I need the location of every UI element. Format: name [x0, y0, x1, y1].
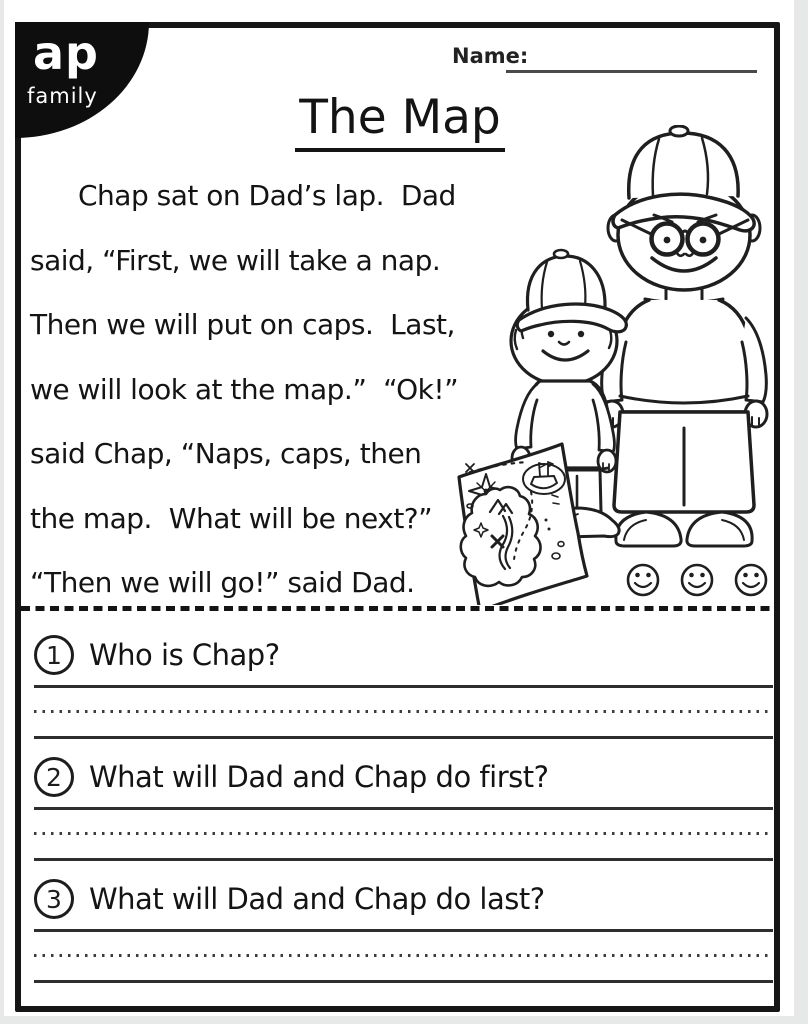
illustration — [440, 125, 785, 605]
passage-line: “Then we will go!” said Dad. — [30, 566, 415, 599]
answer-line-dotted — [34, 832, 773, 835]
answer-line-dotted — [34, 954, 773, 957]
passage-line: the map. What will be next?” — [30, 501, 433, 535]
answer-line-solid — [34, 980, 773, 983]
passage-line: said, “First, we will take a nap. — [30, 243, 441, 277]
dad-with-cap-and-glasses-icon — [601, 126, 767, 546]
question-text: Who is Chap? — [89, 638, 280, 672]
answer-line-solid — [34, 858, 773, 861]
name-label: Name: — [452, 44, 529, 68]
question-block-3 — [0, 876, 808, 996]
smiley-icon — [736, 565, 766, 595]
page-title: The Map — [295, 90, 505, 152]
badge-title: ap — [33, 26, 99, 80]
question-block-1 — [0, 632, 808, 752]
smiley-icon — [628, 565, 658, 595]
question-number-circle: 3 — [34, 879, 74, 919]
question-number-circle: 2 — [34, 757, 74, 797]
question-text: What will Dad and Chap do last? — [89, 882, 545, 916]
answer-line-dotted — [34, 710, 773, 713]
passage-line: Then we will put on caps. Last, — [30, 308, 455, 341]
dashed-divider — [21, 606, 774, 611]
passage-line: Chap sat on Dad’s lap. Dad — [78, 179, 456, 212]
smiley-icon — [682, 565, 712, 595]
question-text: What will Dad and Chap do first? — [89, 760, 549, 794]
answer-line-solid — [34, 736, 773, 739]
badge-subtitle: family — [27, 84, 98, 108]
name-blank-line — [506, 70, 757, 73]
question-number-circle: 1 — [34, 635, 74, 675]
answer-line-solid — [34, 929, 773, 932]
question-block-2 — [0, 754, 808, 874]
passage-line: we will look at the map.” “Ok!” — [30, 372, 459, 406]
answer-line-solid — [34, 807, 773, 810]
passage-line: said Chap, “Naps, caps, then — [30, 437, 422, 470]
answer-line-solid — [34, 685, 773, 688]
